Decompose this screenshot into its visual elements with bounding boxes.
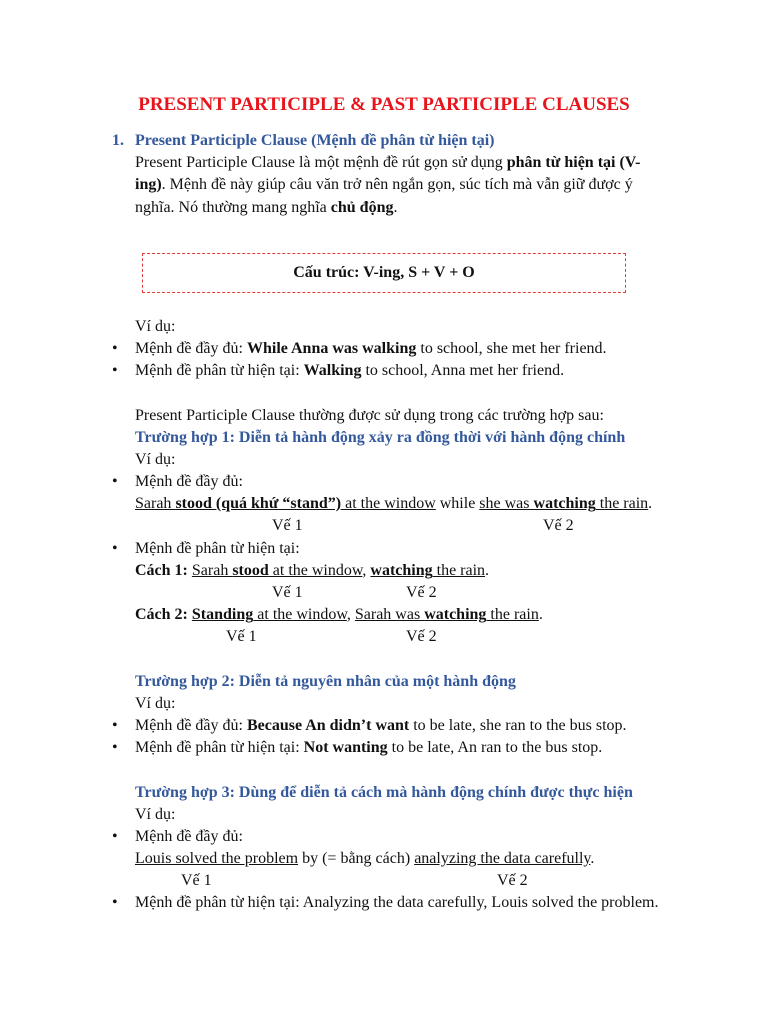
ve2-label: Vế 2 [406,628,437,645]
case1-full-sentence [135,493,652,515]
text: , [362,562,371,579]
clause-2 [355,606,539,623]
case2-heading: Trường hợp 2: Diễn tả nguyên nhân của một hành động [135,673,516,690]
case1-heading: Trường hợp 1: Diễn tả hành động xảy ra đồng thời với hành động chính [135,429,626,446]
list-item [135,338,607,360]
cach2-label: Cách 2: [135,606,188,623]
intro-text: . [393,198,398,216]
bold-phrase: Walking [303,362,362,379]
text: Analyzing the data carefully, Louis solved the problem. [299,894,659,911]
cach2-sentence [135,604,543,626]
text: to school, she met her friend. [416,340,607,357]
bullet: • [112,739,118,756]
bold-phrase: stood (quá khứ “stand”) [175,495,342,512]
cach1-label: Cách 1: [135,562,188,579]
clause-1 [192,606,347,623]
list-item [135,360,564,382]
intro-text: Present Participle Clause là một mệnh đề rút gọn sử dụng [135,154,507,171]
label: Mệnh đề đầy đủ: [135,717,243,734]
ve1-label: Vế 1 [181,872,212,889]
text: she was [479,495,534,512]
text: Sarah [191,562,233,579]
text: at the window [268,562,363,579]
text: . [590,850,595,867]
text: to be late, An ran to the bus stop. [387,739,603,756]
text: the rain [432,562,486,579]
ve1-label: Vế 1 [226,628,257,645]
text: while [435,495,480,512]
structure-box: Cấu trúc: V-ing, S + V + O [142,253,626,293]
section-intro [135,152,655,219]
bold-phrase: Standing [191,606,254,623]
bullet: • [112,362,118,379]
example-label: Ví dụ: [135,806,176,823]
text: at the window [253,606,347,623]
text: Sarah [135,495,176,512]
full-clause-label: Mệnh đề đầy đủ: [135,828,243,845]
ve2-label: Vế 2 [406,584,437,601]
text: to be late, she ran to the bus stop. [409,717,627,734]
bold-phrase: While Anna was walking [246,340,417,357]
text: the rain [595,495,649,512]
bullet: • [112,894,118,911]
clause-1: Louis solved the problem [135,850,299,867]
label: Mệnh đề phân từ hiện tại: [135,894,300,911]
clause-2 [370,562,485,579]
ve1-label: Vế 1 [272,517,303,534]
ve2-label: Vế 2 [543,517,574,534]
section-number: 1. [112,132,124,149]
bullet: • [112,473,118,490]
clause-2 [479,495,648,512]
text: to school, Anna met her friend. [361,362,565,379]
text: . [485,562,490,579]
example-label: Ví dụ: [135,695,176,712]
label: Mệnh đề đầy đủ: [135,340,243,357]
bold-phrase: watching [370,562,433,579]
text: at the window [341,495,436,512]
bold-phrase: Because An didn’t want [246,717,410,734]
label: Mệnh đề phân từ hiện tại: [135,362,300,379]
intro-bold-term: chủ động [330,198,394,216]
text: , [346,606,355,623]
ve1-label: Vế 1 [272,584,303,601]
list-item [135,737,602,759]
bold-phrase: Not wanting [303,739,388,756]
case3-full-sentence [135,848,594,870]
clause-1 [192,562,363,579]
bullet: • [112,540,118,557]
full-clause-label: Mệnh đề đầy đủ: [135,473,243,490]
bullet: • [112,340,118,357]
example-label: Ví dụ: [135,451,176,468]
ve2-label: Vế 2 [497,872,528,889]
usage-intro: Present Participle Clause thường được sử dụng trong các trường hợp sau: [135,407,604,424]
section-heading: Present Participle Clause (Mệnh đề phân từ hiện tại) [135,132,495,149]
text: . [538,606,543,623]
label: Mệnh đề phân từ hiện tại: [135,739,300,756]
bold-phrase: stood [232,562,269,579]
participle-clause-label: Mệnh đề phân từ hiện tại: [135,540,300,557]
intro-text: . Mệnh đề này giúp câu văn trở nên ngắn gọn, súc tích mà vẫn giữ được ý nghĩa. Nó thường mang nghĩa [135,176,633,216]
clause-2: analyzing the data carefully [414,850,591,867]
example-label: Ví dụ: [135,318,176,335]
text: the rain [486,606,539,623]
intro-bold-term: phân từ hiện tại (V-ing) [135,154,641,194]
bold-phrase: watching [424,606,487,623]
text: by (= bằng cách) [298,850,415,867]
bold-phrase: watching [533,495,596,512]
bullet: • [112,828,118,845]
bullet: • [112,717,118,734]
list-item [135,892,659,914]
text: . [648,495,653,512]
clause-1 [135,495,436,512]
case3-heading: Trường hợp 3: Dùng để diễn tả cách mà hành động chính được thực hiện [135,784,633,801]
text: Sarah was [354,606,425,623]
list-item [135,715,627,737]
document-title: PRESENT PARTICIPLE & PAST PARTICIPLE CLAUSES [138,94,630,115]
cach1-sentence [135,560,489,582]
